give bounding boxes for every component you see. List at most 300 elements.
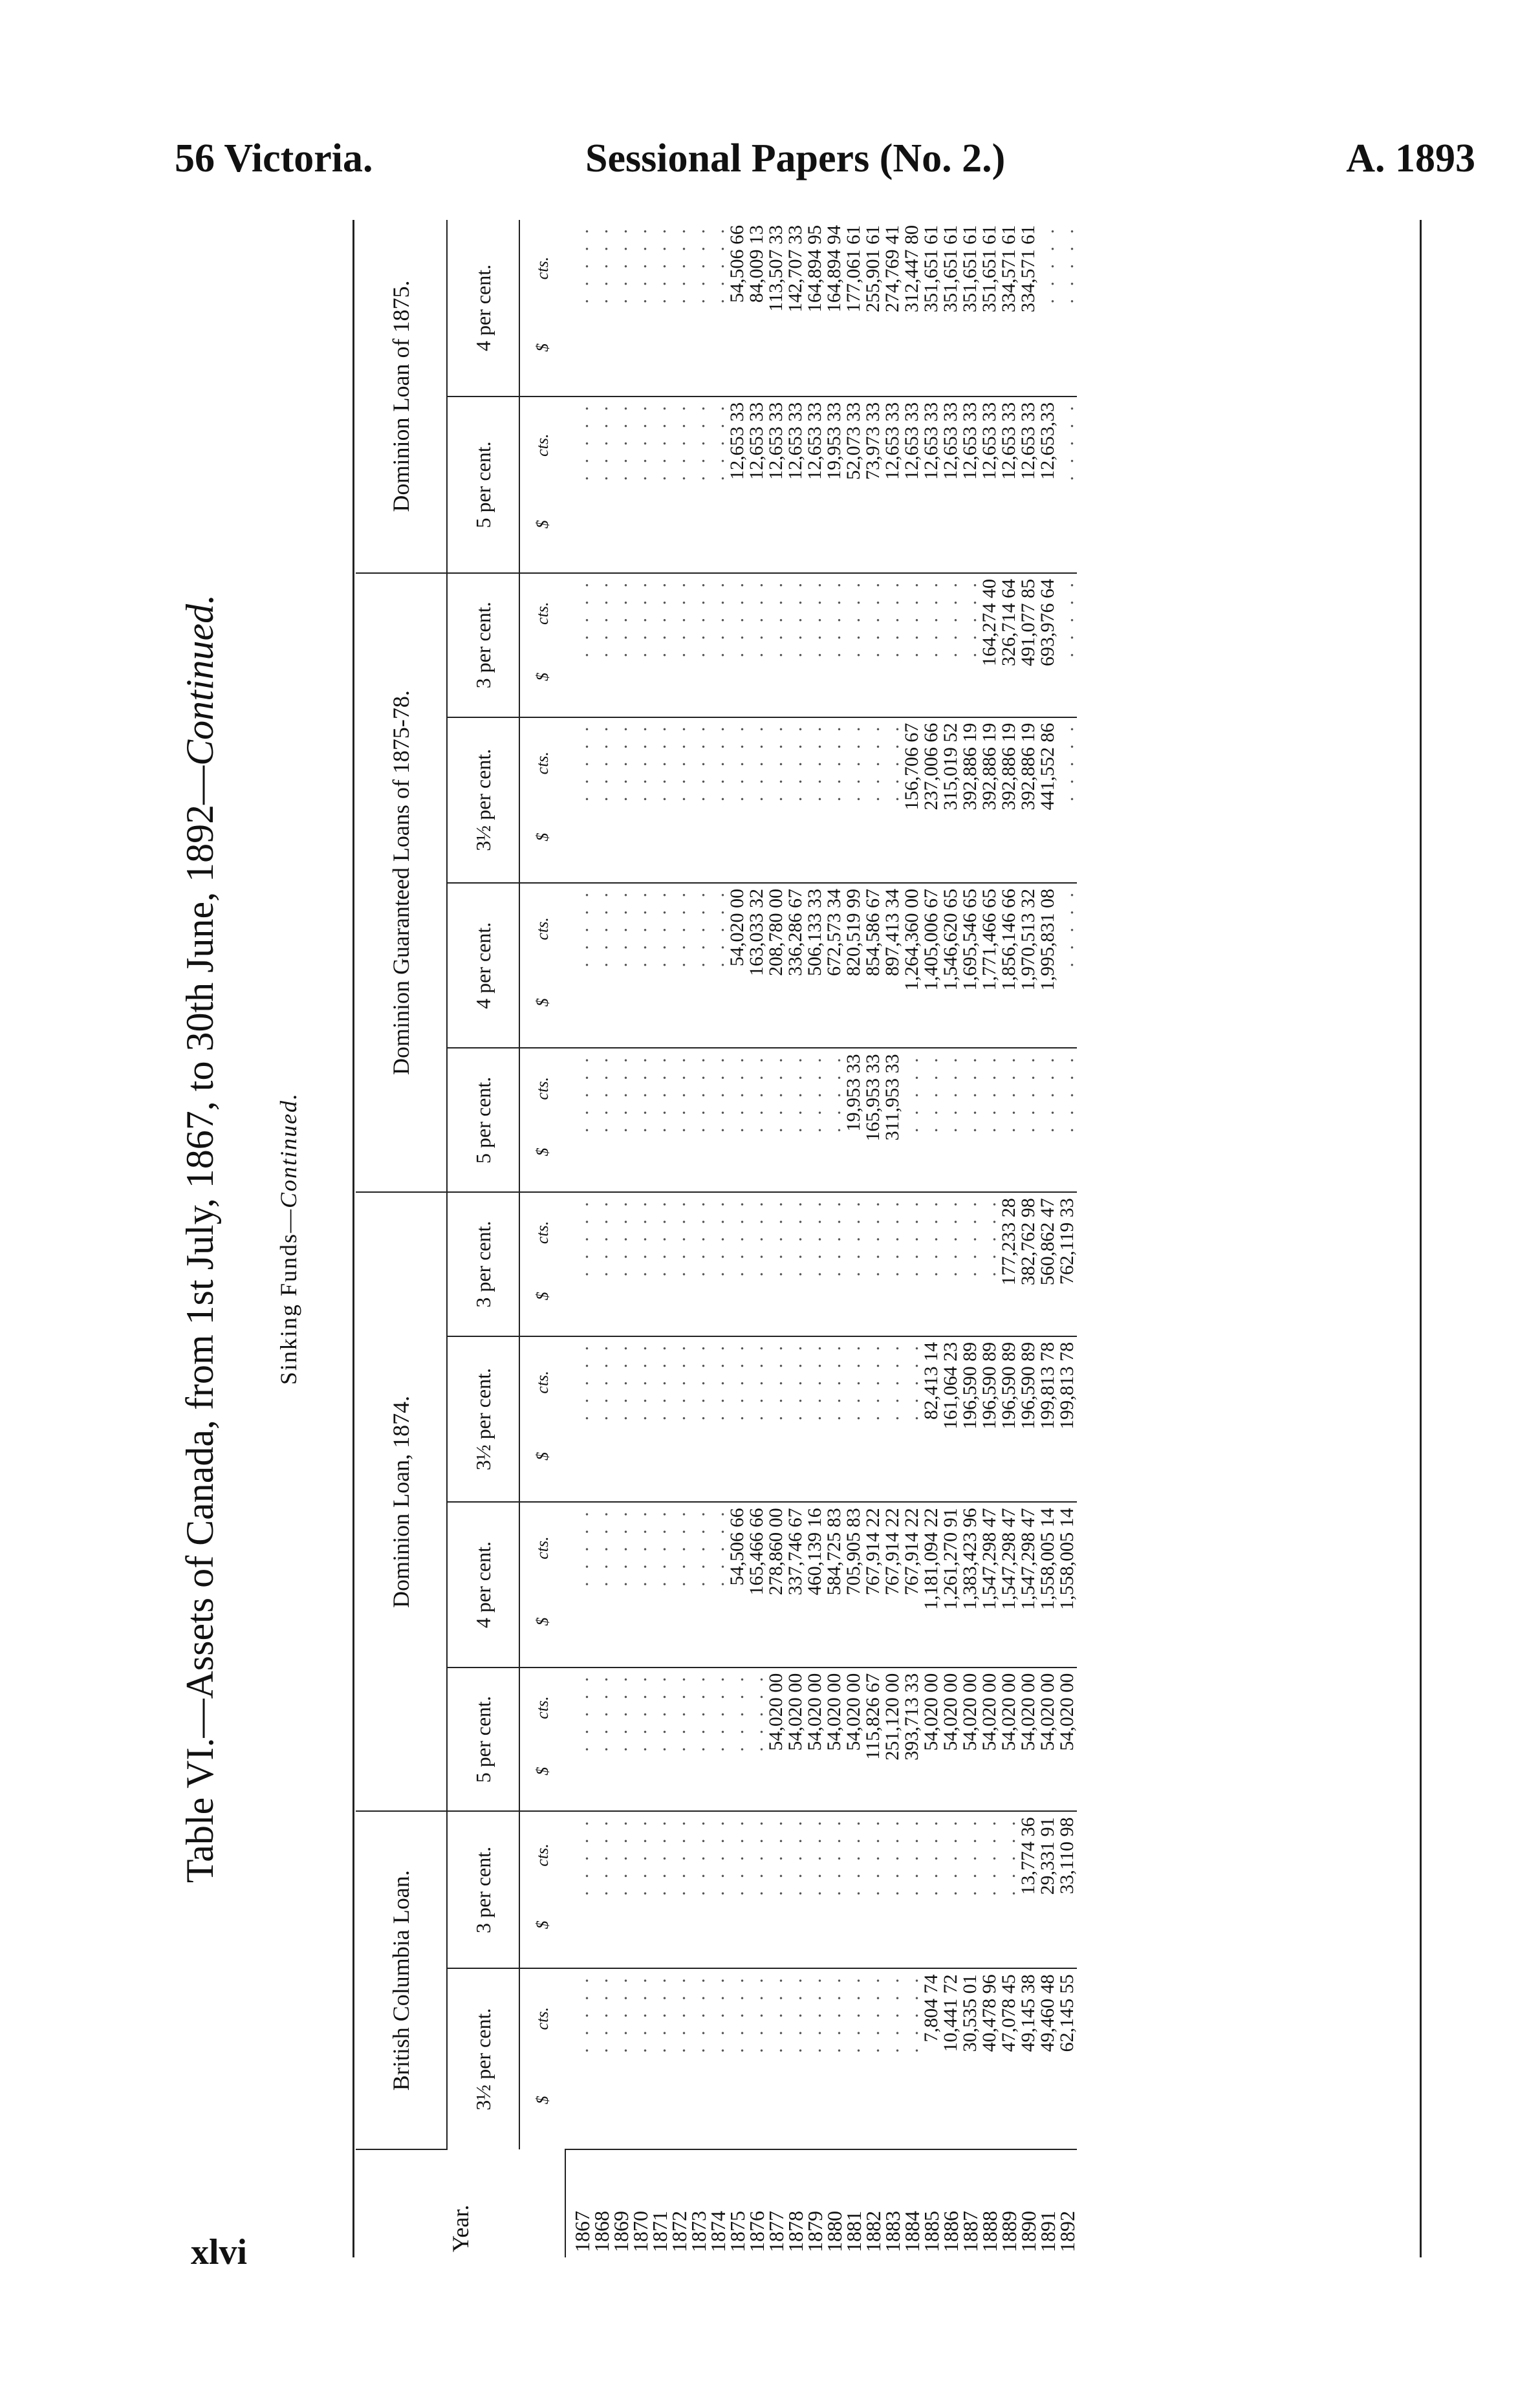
empty-cell: . . . . . bbox=[650, 397, 669, 573]
empty-cell: . . . . . bbox=[941, 1048, 960, 1193]
table-subtitle bbox=[275, 220, 302, 2257]
empty-cell: . . . . . bbox=[805, 573, 825, 717]
empty-cell: . . . . . bbox=[980, 1048, 999, 1193]
value-cell: 506,133 33 bbox=[805, 883, 825, 1048]
empty-cell: . . . . . bbox=[902, 1048, 922, 1193]
empty-cell: . . . . . bbox=[786, 1811, 805, 1968]
empty-cell: . . . . . bbox=[786, 1336, 805, 1502]
value-cell: 73,973 33 bbox=[863, 397, 883, 573]
empty-cell: . . . . . bbox=[941, 1192, 960, 1336]
year-cell: 1870 bbox=[629, 2211, 652, 2252]
table-top-rule bbox=[352, 220, 354, 2257]
unit-header bbox=[519, 1336, 565, 1502]
table-subtitle-main: Sinking Funds— bbox=[276, 1208, 301, 1385]
value-cell: 164,894 95 bbox=[805, 220, 825, 397]
empty-cell: . . . . . bbox=[980, 1811, 999, 1968]
year-cell: 1873 bbox=[687, 2211, 710, 2252]
value-cell: 54,506 66 bbox=[728, 220, 747, 397]
value-cell: 40,478 96 bbox=[980, 1968, 999, 2149]
value-cell: 334,571 61 bbox=[1019, 220, 1038, 397]
value-cell: 54,020 00 bbox=[825, 1668, 844, 1812]
empty-cell: . . . . . bbox=[631, 220, 650, 397]
empty-cell: . . . . . bbox=[960, 1048, 980, 1193]
value-cell: 82,413 14 bbox=[922, 1336, 941, 1502]
empty-cell: . . . . . bbox=[999, 1811, 1019, 1968]
empty-cell: . . . . . bbox=[592, 1968, 611, 2149]
empty-cell: . . . . . bbox=[611, 220, 631, 397]
empty-cell: . . . . . bbox=[565, 1502, 592, 1667]
year-cell: 1880 bbox=[823, 2211, 846, 2252]
column-header: 5 per cent. bbox=[447, 1048, 519, 1193]
empty-cell: . . . . . bbox=[611, 1192, 631, 1336]
unit-dollars: $ bbox=[533, 1920, 552, 1929]
empty-cell: . . . . . bbox=[786, 717, 805, 883]
value-cell: 29,331 91 bbox=[1038, 1811, 1057, 1968]
empty-cell: . . . . . bbox=[805, 1336, 825, 1502]
empty-cell: . . . . . bbox=[766, 717, 786, 883]
empty-cell: . . . . . bbox=[611, 1668, 631, 1812]
value-cell: 237,006 66 bbox=[922, 717, 941, 883]
value-cell: 1,547,298 47 bbox=[999, 1502, 1019, 1667]
unit-cents: cts. bbox=[533, 1696, 552, 1719]
value-cell: 672,573 34 bbox=[825, 883, 844, 1048]
value-cell: 54,020 00 bbox=[844, 1668, 863, 1812]
value-cell: 693,976 64 bbox=[1038, 573, 1057, 717]
rotated-table-page bbox=[129, 220, 1423, 2257]
table-body bbox=[565, 220, 1077, 2257]
value-cell: 1,383,423 96 bbox=[960, 1502, 980, 1667]
table-row bbox=[922, 220, 941, 2257]
empty-cell: . . . . . bbox=[708, 1336, 728, 1502]
value-cell: 337,746 67 bbox=[786, 1502, 805, 1667]
value-cell: 251,120 00 bbox=[883, 1668, 902, 1812]
empty-cell: . . . . . bbox=[631, 717, 650, 883]
empty-cell: . . . . . bbox=[747, 1336, 766, 1502]
column-header: 5 per cent. bbox=[447, 397, 519, 573]
empty-cell: . . . . . bbox=[565, 1336, 592, 1502]
value-cell: 820,519 99 bbox=[844, 883, 863, 1048]
empty-cell: . . . . . bbox=[565, 573, 592, 717]
empty-cell: . . . . . bbox=[669, 220, 689, 397]
table-title bbox=[178, 220, 222, 2257]
empty-cell: . . . . . bbox=[1057, 220, 1077, 397]
group-header-british-columbia: British Columbia Loan. bbox=[356, 1811, 447, 2149]
empty-cell: . . . . . bbox=[650, 1811, 669, 1968]
empty-cell: . . . . . bbox=[747, 1811, 766, 1968]
empty-cell: . . . . . bbox=[669, 1811, 689, 1968]
table-row bbox=[1057, 220, 1077, 2257]
empty-cell: . . . . . bbox=[825, 1048, 844, 1193]
value-cell: 196,590 89 bbox=[980, 1336, 999, 1502]
empty-cell: . . . . . bbox=[565, 1668, 592, 1812]
value-cell: 115,826 67 bbox=[863, 1668, 883, 1812]
value-cell: 392,886 19 bbox=[980, 717, 999, 883]
empty-cell: . . . . . bbox=[565, 1968, 592, 2149]
value-cell: 1,970,513 32 bbox=[1019, 883, 1038, 1048]
table-row bbox=[747, 220, 766, 2257]
empty-cell: . . . . . bbox=[728, 1811, 747, 1968]
table-row bbox=[689, 220, 708, 2257]
table-row bbox=[1038, 220, 1057, 2257]
unit-dollars: $ bbox=[533, 2096, 552, 2105]
empty-cell: . . . . . bbox=[592, 1811, 611, 1968]
unit-dollars: $ bbox=[533, 1451, 552, 1461]
empty-cell: . . . . . bbox=[611, 883, 631, 1048]
empty-cell: . . . . . bbox=[592, 1336, 611, 1502]
table-row bbox=[592, 220, 611, 2257]
empty-cell: . . . . . bbox=[689, 883, 708, 1048]
year-cell: 1876 bbox=[745, 2211, 768, 2252]
unit-header bbox=[519, 1502, 565, 1667]
value-cell: 47,078 45 bbox=[999, 1968, 1019, 2149]
table-row bbox=[766, 220, 786, 2257]
value-cell: 196,590 89 bbox=[999, 1336, 1019, 1502]
value-cell: 19,953 33 bbox=[825, 397, 844, 573]
value-cell: 54,020 00 bbox=[980, 1668, 999, 1812]
empty-cell: . . . . . bbox=[708, 883, 728, 1048]
empty-cell: . . . . . bbox=[883, 1968, 902, 2149]
value-cell: 12,653 33 bbox=[766, 397, 786, 573]
table-row bbox=[844, 220, 863, 2257]
empty-cell: . . . . . bbox=[747, 573, 766, 717]
empty-cell: . . . . . bbox=[708, 1811, 728, 1968]
unit-cents: cts. bbox=[533, 256, 552, 280]
table-row bbox=[902, 220, 922, 2257]
unit-cents: cts. bbox=[533, 433, 552, 457]
table-row bbox=[786, 220, 805, 2257]
value-cell: 897,413 34 bbox=[883, 883, 902, 1048]
value-cell: 12,653 33 bbox=[1019, 397, 1038, 573]
empty-cell: . . . . . bbox=[650, 1968, 669, 2149]
year-cell: 1892 bbox=[1056, 2211, 1079, 2252]
value-cell: 52,073 33 bbox=[844, 397, 863, 573]
empty-cell: . . . . . bbox=[565, 717, 592, 883]
year-cell: 1872 bbox=[667, 2211, 691, 2252]
empty-cell: . . . . . bbox=[922, 1192, 941, 1336]
empty-cell: . . . . . bbox=[999, 1048, 1019, 1193]
year-cell: 1889 bbox=[997, 2211, 1021, 2252]
empty-cell: . . . . . bbox=[592, 1192, 611, 1336]
empty-cell: . . . . . bbox=[902, 1336, 922, 1502]
group-header-dominion-guaranteed: Dominion Guaranteed Loans of 1875-78. bbox=[356, 573, 447, 1192]
column-header: 3½ per cent. bbox=[447, 1968, 519, 2149]
table-row bbox=[805, 220, 825, 2257]
empty-cell: . . . . . bbox=[565, 1192, 592, 1336]
value-cell: 33,110 98 bbox=[1057, 1811, 1077, 1968]
column-header: 4 per cent. bbox=[447, 883, 519, 1048]
table-row bbox=[650, 220, 669, 2257]
column-header: 3½ per cent. bbox=[447, 717, 519, 883]
table-row bbox=[960, 220, 980, 2257]
unit-dollars: $ bbox=[533, 1147, 552, 1157]
empty-cell: . . . . . bbox=[1057, 717, 1077, 883]
unit-dollars: $ bbox=[533, 1617, 552, 1626]
value-cell: 12,653,33 bbox=[1038, 397, 1057, 573]
empty-cell: . . . . . bbox=[863, 573, 883, 717]
unit-header bbox=[519, 573, 565, 717]
empty-cell: . . . . . bbox=[766, 1968, 786, 2149]
unit-cents: cts. bbox=[533, 1843, 552, 1867]
value-cell: 177,233 28 bbox=[999, 1192, 1019, 1336]
empty-cell: . . . . . bbox=[766, 1336, 786, 1502]
empty-cell: . . . . . bbox=[883, 1336, 902, 1502]
empty-cell: . . . . . bbox=[786, 1968, 805, 2149]
empty-cell: . . . . . bbox=[747, 1668, 766, 1812]
column-header: 3 per cent. bbox=[447, 573, 519, 717]
value-cell: 165,953 33 bbox=[863, 1048, 883, 1193]
empty-cell: . . . . . bbox=[611, 1968, 631, 2149]
empty-cell: . . . . . bbox=[592, 717, 611, 883]
empty-cell: . . . . . bbox=[611, 1336, 631, 1502]
value-cell: 54,020 00 bbox=[728, 883, 747, 1048]
empty-cell: . . . . . bbox=[689, 573, 708, 717]
year-cell: 1886 bbox=[939, 2211, 962, 2252]
value-cell: 1,995,831 08 bbox=[1038, 883, 1057, 1048]
empty-cell: . . . . . bbox=[1057, 1048, 1077, 1193]
value-cell: 1,405,006 67 bbox=[922, 883, 941, 1048]
header-session: 56 Victoria. bbox=[175, 136, 373, 180]
unit-dollars: $ bbox=[533, 1766, 552, 1776]
value-cell: 1,261,270 91 bbox=[941, 1502, 960, 1667]
value-cell: 161,064 23 bbox=[941, 1336, 960, 1502]
value-cell: 255,901 61 bbox=[863, 220, 883, 397]
value-cell: 177,061 61 bbox=[844, 220, 863, 397]
empty-cell: . . . . . bbox=[883, 573, 902, 717]
value-cell: 196,590 89 bbox=[1019, 1336, 1038, 1502]
table-row bbox=[631, 220, 650, 2257]
empty-cell: . . . . . bbox=[689, 1968, 708, 2149]
value-cell: 199,813 78 bbox=[1057, 1336, 1077, 1502]
empty-cell: . . . . . bbox=[708, 573, 728, 717]
value-cell: 1,181,094 22 bbox=[922, 1502, 941, 1667]
empty-cell: . . . . . bbox=[611, 1502, 631, 1667]
value-cell: 1,771,466 65 bbox=[980, 883, 999, 1048]
group-header-dominion-1874: Dominion Loan, 1874. bbox=[356, 1192, 447, 1811]
table-row bbox=[883, 220, 902, 2257]
value-cell: 326,714 64 bbox=[999, 573, 1019, 717]
empty-cell: . . . . . bbox=[631, 1048, 650, 1193]
empty-cell: . . . . . bbox=[786, 573, 805, 717]
value-cell: 19,953 33 bbox=[844, 1048, 863, 1193]
empty-cell: . . . . . bbox=[1057, 573, 1077, 717]
value-cell: 13,774 36 bbox=[1019, 1811, 1038, 1968]
empty-cell: . . . . . bbox=[650, 717, 669, 883]
value-cell: 392,886 19 bbox=[999, 717, 1019, 883]
empty-cell: . . . . . bbox=[883, 1811, 902, 1968]
unit-header bbox=[519, 397, 565, 573]
value-cell: 12,653 33 bbox=[728, 397, 747, 573]
column-header: 3½ per cent. bbox=[447, 1336, 519, 1502]
empty-cell: . . . . . bbox=[631, 397, 650, 573]
table-row bbox=[611, 220, 631, 2257]
unit-header bbox=[519, 1192, 565, 1336]
empty-cell: . . . . . bbox=[747, 1048, 766, 1193]
year-cell: 1891 bbox=[1036, 2211, 1059, 2252]
empty-cell: . . . . . bbox=[728, 1336, 747, 1502]
empty-cell: . . . . . bbox=[941, 573, 960, 717]
unit-dollars: $ bbox=[533, 520, 552, 529]
empty-cell: . . . . . bbox=[883, 717, 902, 883]
empty-cell: . . . . . bbox=[669, 1502, 689, 1667]
value-cell: 1,547,298 47 bbox=[980, 1502, 999, 1667]
empty-cell: . . . . . bbox=[728, 1048, 747, 1193]
table-row bbox=[941, 220, 960, 2257]
unit-dollars: $ bbox=[533, 1292, 552, 1301]
table-row bbox=[708, 220, 728, 2257]
empty-cell: . . . . . bbox=[669, 717, 689, 883]
empty-cell: . . . . . bbox=[611, 397, 631, 573]
unit-cents: cts. bbox=[533, 602, 552, 625]
empty-cell: . . . . . bbox=[844, 1811, 863, 1968]
empty-cell: . . . . . bbox=[747, 1192, 766, 1336]
unit-header bbox=[519, 1811, 565, 1968]
value-cell: 278,860 00 bbox=[766, 1502, 786, 1667]
empty-cell: . . . . . bbox=[631, 1668, 650, 1812]
table-row bbox=[999, 220, 1019, 2257]
value-cell: 491,077 85 bbox=[1019, 573, 1038, 717]
empty-cell: . . . . . bbox=[592, 220, 611, 397]
empty-cell: . . . . . bbox=[902, 1968, 922, 2149]
value-cell: 12,653 33 bbox=[960, 397, 980, 573]
value-cell: 762,119 33 bbox=[1057, 1192, 1077, 1336]
empty-cell: . . . . . bbox=[611, 717, 631, 883]
empty-cell: . . . . . bbox=[766, 573, 786, 717]
empty-cell: . . . . . bbox=[805, 1192, 825, 1336]
empty-cell: . . . . . bbox=[922, 573, 941, 717]
value-cell: 441,552 86 bbox=[1038, 717, 1057, 883]
empty-cell: . . . . . bbox=[565, 397, 592, 573]
year-cell: 1888 bbox=[978, 2211, 1001, 2252]
table-subtitle-suffix: Continued. bbox=[276, 1092, 301, 1208]
empty-cell: . . . . . bbox=[960, 573, 980, 717]
empty-cell: . . . . . bbox=[592, 1048, 611, 1193]
empty-cell: . . . . . bbox=[825, 717, 844, 883]
value-cell: 311,953 33 bbox=[883, 1048, 902, 1193]
unit-cents: cts. bbox=[533, 1371, 552, 1394]
empty-cell: . . . . . bbox=[844, 573, 863, 717]
value-cell: 315,019 52 bbox=[941, 717, 960, 883]
year-cell: 1871 bbox=[648, 2211, 671, 2252]
empty-cell: . . . . . bbox=[631, 573, 650, 717]
value-cell: 351,651 61 bbox=[960, 220, 980, 397]
empty-cell: . . . . . bbox=[747, 717, 766, 883]
empty-cell: . . . . . bbox=[805, 1048, 825, 1193]
empty-cell: . . . . . bbox=[728, 1968, 747, 2149]
value-cell: 54,020 00 bbox=[786, 1668, 805, 1812]
empty-cell: . . . . . bbox=[708, 220, 728, 397]
empty-cell: . . . . . bbox=[863, 1336, 883, 1502]
unit-dollars: $ bbox=[533, 672, 552, 681]
empty-cell: . . . . . bbox=[565, 1811, 592, 1968]
empty-cell: . . . . . bbox=[565, 220, 592, 397]
empty-cell: . . . . . bbox=[565, 1048, 592, 1193]
value-cell: 12,653 33 bbox=[980, 397, 999, 573]
empty-cell: . . . . . bbox=[689, 1502, 708, 1667]
empty-cell: . . . . . bbox=[883, 1192, 902, 1336]
table-row bbox=[565, 220, 592, 2257]
empty-cell: . . . . . bbox=[631, 1811, 650, 1968]
empty-cell: . . . . . bbox=[650, 220, 669, 397]
table-title-main: Table VI.—Assets of Canada, from 1st July, 1867, to 30th June, 1892— bbox=[179, 765, 221, 1884]
empty-cell: . . . . . bbox=[565, 883, 592, 1048]
value-cell: 1,558,005 14 bbox=[1038, 1502, 1057, 1667]
unit-cents: cts. bbox=[533, 751, 552, 775]
year-cell: 1878 bbox=[784, 2211, 807, 2252]
group-header-dominion-1875: Dominion Loan of 1875. bbox=[356, 220, 447, 573]
table-row bbox=[728, 220, 747, 2257]
value-cell: 392,886 19 bbox=[960, 717, 980, 883]
empty-cell: . . . . . bbox=[1038, 220, 1057, 397]
value-cell: 12,653 33 bbox=[922, 397, 941, 573]
value-cell: 12,653 33 bbox=[747, 397, 766, 573]
page-number: xlvi bbox=[191, 2232, 248, 2272]
table-bottom-rule bbox=[1420, 220, 1422, 2257]
value-cell: 312,447 80 bbox=[902, 220, 922, 397]
value-cell: 767,914 22 bbox=[863, 1502, 883, 1667]
value-cell: 196,590 89 bbox=[960, 1336, 980, 1502]
empty-cell: . . . . . bbox=[592, 1502, 611, 1667]
column-header: 5 per cent. bbox=[447, 1668, 519, 1812]
year-cell: 1881 bbox=[842, 2211, 865, 2252]
value-cell: 1,695,546 65 bbox=[960, 883, 980, 1048]
value-cell: 1,264,360 00 bbox=[902, 883, 922, 1048]
empty-cell: . . . . . bbox=[902, 1192, 922, 1336]
empty-cell: . . . . . bbox=[650, 1192, 669, 1336]
empty-cell: . . . . . bbox=[728, 573, 747, 717]
year-cell: 1885 bbox=[920, 2211, 943, 2252]
empty-cell: . . . . . bbox=[825, 573, 844, 717]
value-cell: 1,547,298 47 bbox=[1019, 1502, 1038, 1667]
table-row bbox=[863, 220, 883, 2257]
value-cell: 336,286 67 bbox=[786, 883, 805, 1048]
value-cell: 12,653 33 bbox=[805, 397, 825, 573]
value-cell: 54,020 00 bbox=[922, 1668, 941, 1812]
value-cell: 705,905 83 bbox=[844, 1502, 863, 1667]
column-header-row bbox=[447, 220, 519, 2257]
year-column-header: Year. bbox=[356, 2149, 565, 2257]
empty-cell: . . . . . bbox=[825, 1968, 844, 2149]
value-cell: 54,020 00 bbox=[1057, 1668, 1077, 1812]
value-cell: 54,020 00 bbox=[1038, 1668, 1057, 1812]
value-cell: 12,653 33 bbox=[999, 397, 1019, 573]
unit-header bbox=[519, 717, 565, 883]
empty-cell: . . . . . bbox=[805, 717, 825, 883]
value-cell: 54,020 00 bbox=[999, 1668, 1019, 1812]
year-cell: 1874 bbox=[706, 2211, 730, 2252]
empty-cell: . . . . . bbox=[689, 717, 708, 883]
empty-cell: . . . . . bbox=[631, 1336, 650, 1502]
empty-cell: . . . . . bbox=[786, 1048, 805, 1193]
unit-header bbox=[519, 1048, 565, 1193]
empty-cell: . . . . . bbox=[592, 397, 611, 573]
empty-cell: . . . . . bbox=[1057, 883, 1077, 1048]
value-cell: 84,009 13 bbox=[747, 220, 766, 397]
empty-cell: . . . . . bbox=[689, 220, 708, 397]
header-year: A. 1893 bbox=[1346, 136, 1475, 180]
empty-cell: . . . . . bbox=[1057, 397, 1077, 573]
unit-cents: cts. bbox=[533, 1077, 552, 1100]
year-cell: 1875 bbox=[726, 2211, 749, 2252]
empty-cell: . . . . . bbox=[611, 573, 631, 717]
empty-cell: . . . . . bbox=[805, 1968, 825, 2149]
value-cell: 854,586 67 bbox=[863, 883, 883, 1048]
unit-header bbox=[519, 220, 565, 397]
value-cell: 54,020 00 bbox=[805, 1668, 825, 1812]
empty-cell: . . . . . bbox=[592, 1668, 611, 1812]
value-cell: 54,020 00 bbox=[766, 1668, 786, 1812]
empty-cell: . . . . . bbox=[650, 1502, 669, 1667]
value-cell: 10,441 72 bbox=[941, 1968, 960, 2149]
